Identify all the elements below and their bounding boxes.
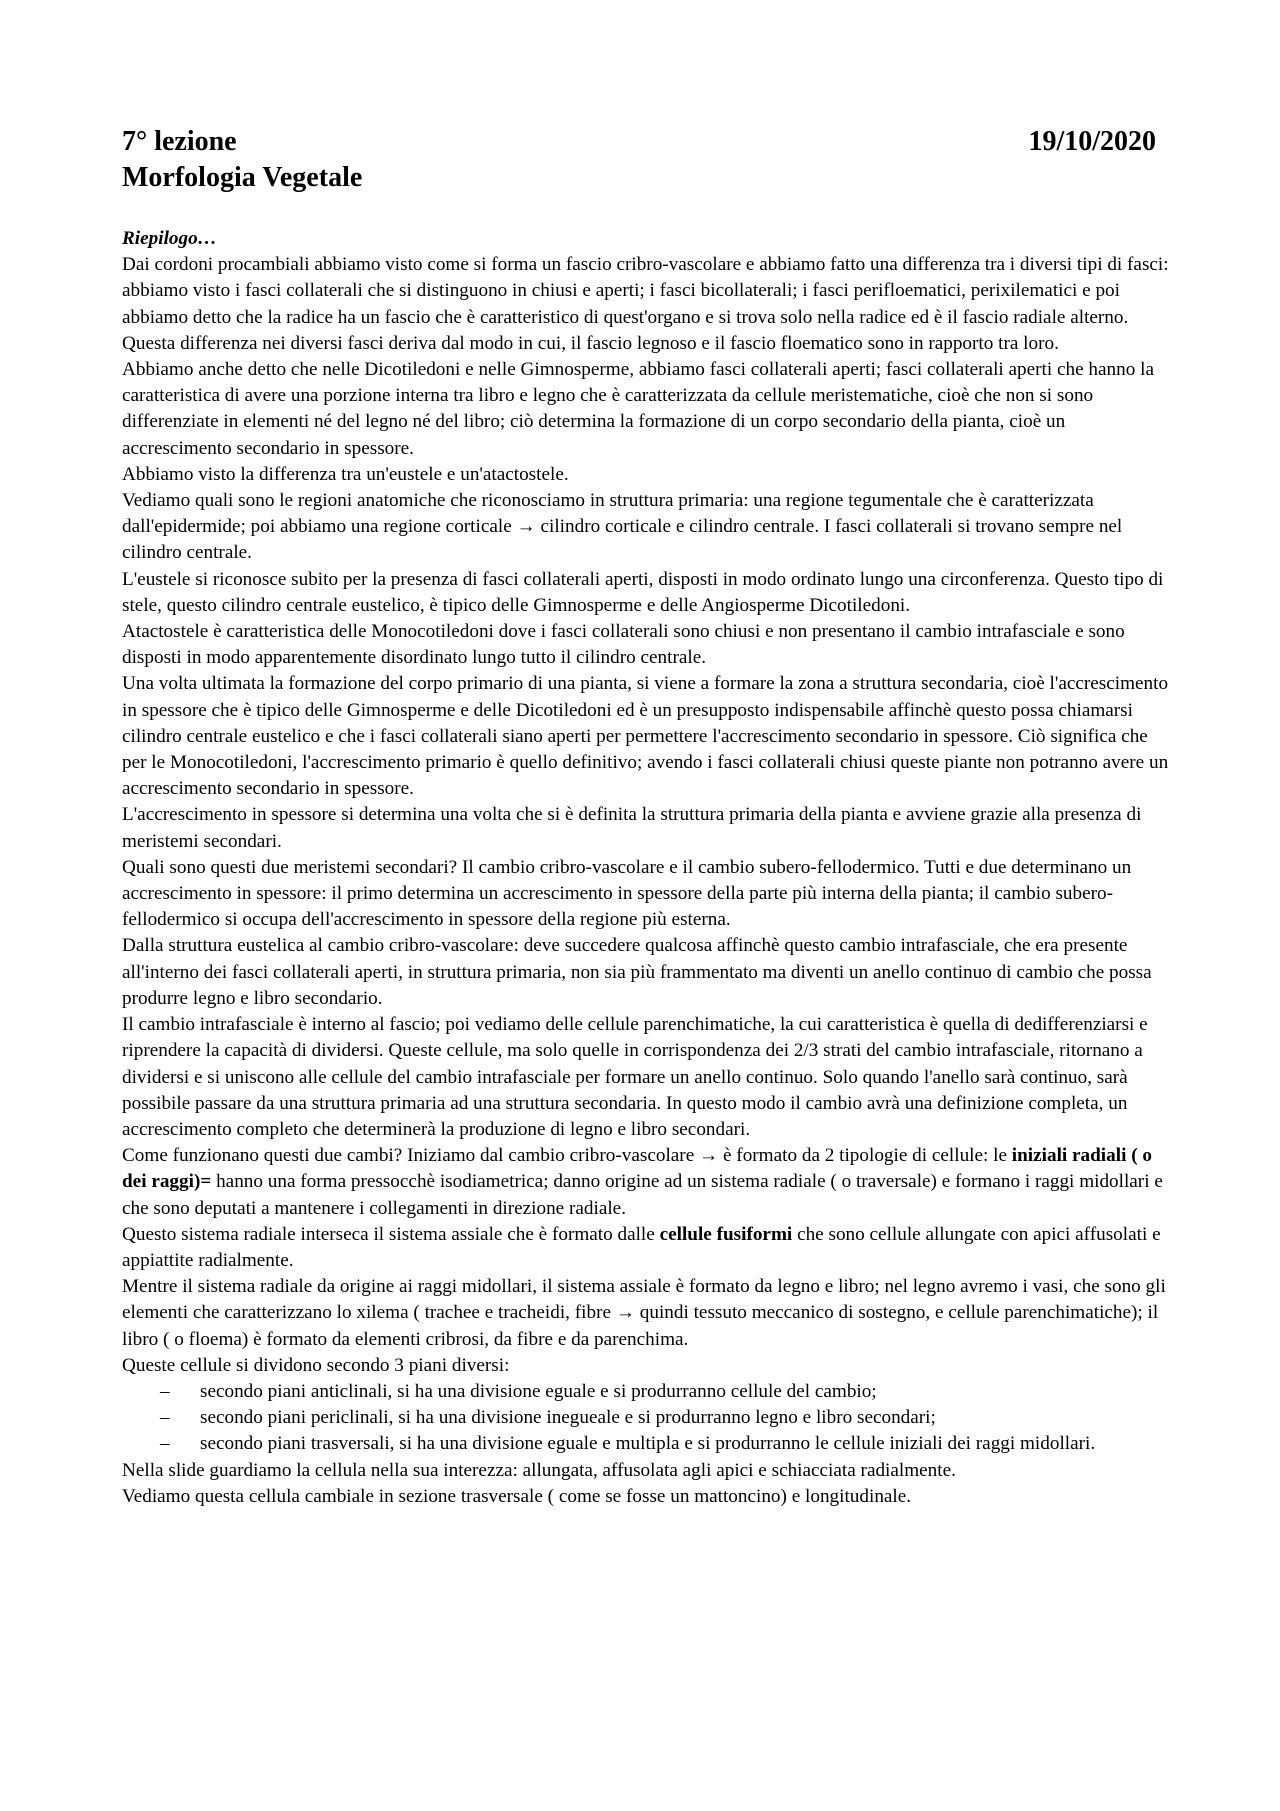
list-item [122, 1405, 1170, 1431]
paragraph: Una volta ultimata la formazione del corpo primario di una pianta, si viene a formare la zona a struttura secondaria, cioè l'accrescimento in spessore che è tipico delle Gimnosperme e delle Dicotiledoni ed è un presupposto indispensabile affinchè questo possa chiamarsi cilindro centrale eustelico e che i fasci collaterali siano aperti per permettere l'accrescimento secondario in spessore. Ciò significa che per le Monocotiledoni, l'accrescimento primario è quello definitivo; avendo i fasci collaterali chiusi queste piante non potranno avere un accrescimento secondario in spessore. [122, 673, 1169, 800]
paragraph: Il cambio intrafasciale è interno al fascio; poi vediamo delle cellule parenchimatiche, la cui caratteristica è quella di dedifferenziarsi e riprendere la capacità di dividersi. Queste cellule, ma solo quelle in corrispondenza dei 2/3 strati del cambio intrafasciale, ritornano a dividersi e si uniscono alle cellule del cambio intrafasciale per formare un anello continuo. Solo quando l'anello sarà continuo, sarà possibile passare da una struttura primaria ad una struttura secondaria. In questo modo il cambio avrà una definizione completa, un accrescimento completo che determinerà la produzione di legno e libro secondari. [122, 1014, 1148, 1140]
list-item-text: secondo piani anticlinali, si ha una divisione eguale e si produrranno cellule del cambio; [200, 1380, 877, 1402]
paragraph: Vediamo quali sono le regioni anatomiche che riconosciamo in struttura primaria: una regione tegumentale che è caratterizzata dall'epidermide; poi abbiamo una regione corticale → cilindro corticale e cilindro centrale. I fasci collaterali si trovano sempre nel cilindro centrale. [122, 490, 1123, 564]
paragraph: L'accrescimento in spessore si determina una volta che si è definita la struttura primaria della pianta e avviene grazie alla presenza di meristemi secondari. [122, 804, 1142, 852]
paragraph: Dalla struttura eustelica al cambio cribro-vascolare: deve succedere qualcosa affinchè questo cambio intrafasciale, che era presente all'interno dei fasci collaterali aperti, in struttura primaria, non sia più frammentato ma diventi un anello continuo di cambio che possa produrre legno e libro secondario. [122, 935, 1152, 1009]
document-body [122, 226, 1170, 1510]
paragraph-text: hanno una forma pressocchè isodiametrica; danno origine ad un sistema radiale ( o traversale) e formano i raggi midollari e che sono deputati a mantenere i collegamenti in direzione radiale. [122, 1171, 1163, 1219]
dash-bullet: – [160, 1407, 170, 1429]
paragraph-text: che sono cellule allungate con apici affusolati e appiattite radialmente. [122, 1223, 1161, 1271]
bold-term: iniziali radiali ( o dei raggi)= [122, 1145, 1152, 1193]
paragraph: Mentre il sistema radiale da origine ai raggi midollari, il sistema assiale è formato da legno e libro; nel legno avremo i vasi, che sono gli elementi che caratterizzano lo xilema ( trachee e tracheidi, fibre → quindi tessuto meccanico di sostegno, e cellule parenchimatiche); il libro ( o floema) è formato da elementi cribrosi, da fibre e da parenchima. [122, 1276, 1166, 1350]
list-item [122, 1431, 1170, 1457]
bold-term: cellule fusiformi [659, 1223, 793, 1245]
paragraph [122, 1143, 1170, 1222]
paragraph [122, 1222, 1170, 1274]
lesson-number: 7° lezione [122, 126, 237, 157]
dash-bullet: – [160, 1380, 170, 1402]
paragraph: Abbiamo anche detto che nelle Dicotiledoni e nelle Gimnosperme, abbiamo fasci collaterali aperti; fasci collaterali aperti che hanno la caratteristica di avere una porzione interna tra libro e legno che è caratterizzata da cellule meristematiche, cioè che non si sono differenziate in elementi né del legno né del libro; ciò determina la formazione di un corpo secondario della pianta, cioè un accrescimento secondario in spessore. [122, 359, 1154, 459]
course-title: Morfologia Vegetale [122, 162, 363, 193]
header-row [122, 124, 1156, 160]
list-item-text: secondo piani periclinali, si ha una divisione inegueale e si produrranno legno e libro secondari; [200, 1407, 936, 1429]
dash-bullet: – [160, 1433, 170, 1455]
paragraph: Abbiamo visto la differenza tra un'eustele e un'atactostele. [122, 463, 569, 485]
list-item [122, 1379, 1170, 1405]
paragraph: Atactostele è caratteristica delle Monocotiledoni dove i fasci collaterali sono chiusi e non presentano il cambio intrafasciale e sono disposti in modo apparentemente disordinato lungo tutto il cilindro centrale. [122, 621, 1125, 669]
paragraph-text: Come funzionano questi due cambi? Iniziamo dal cambio cribro-vascolare → è formato da 2 tipologie di cellule: le [122, 1145, 1012, 1167]
paragraph: Queste cellule si dividono secondo 3 piani diversi: [122, 1354, 510, 1376]
paragraph: Vediamo questa cellula cambiale in sezione trasversale ( come se fosse un mattoncino) e longitudinale. [122, 1485, 912, 1507]
paragraph: Nella slide guardiamo la cellula nella sua interezza: allungata, affusolata agli apici e schiacciata radialmente. [122, 1459, 956, 1481]
paragraph: L'eustele si riconosce subito per la presenza di fasci collaterali aperti, disposti in modo ordinato lungo una circonferenza. Questo tipo di stele, questo cilindro centrale eustelico, è tipico delle Gimnosperme e delle Angiosperme Dicotiledoni. [122, 568, 1164, 616]
division-list [122, 1379, 1170, 1458]
recap-heading: Riepilogo… [122, 228, 217, 249]
list-item-text: secondo piani trasversali, si ha una divisione eguale e multipla e si produrranno le cellule iniziali dei raggi midollari. [200, 1433, 1096, 1455]
paragraph: Quali sono questi due meristemi secondari? Il cambio cribro-vascolare e il cambio subero-fellodermico. Tutti e due determinano un accrescimento in spessore: il primo determina un accrescimento in spessore della parte più interna della pianta; il cambio subero-fellodermico si occupa dell'accrescimento in spessore della regione più esterna. [122, 856, 1132, 931]
paragraph-text: Questo sistema radiale interseca il sistema assiale che è formato dalle [122, 1223, 660, 1245]
lesson-date: 19/10/2020 [1028, 126, 1156, 157]
paragraph: Dai cordoni procambiali abbiamo visto come si forma un fascio cribro-vascolare e abbiamo fatto una differenza tra i diversi tipi di fasci: abbiamo visto i fasci collaterali che si distinguono in chiusi e aperti; i fasci bicollaterali; i fasci perifloematici, perixilematici e poi abbiamo detto che la radice ha un fascio che è caratteristico di quest'organo e si trova solo nella radice ed è il fascio radiale alterno. Questa differenza nei diversi fasci deriva dal modo in cui, il fascio legnoso e il fascio floematico sono in rapporto tra loro. [122, 254, 1169, 354]
